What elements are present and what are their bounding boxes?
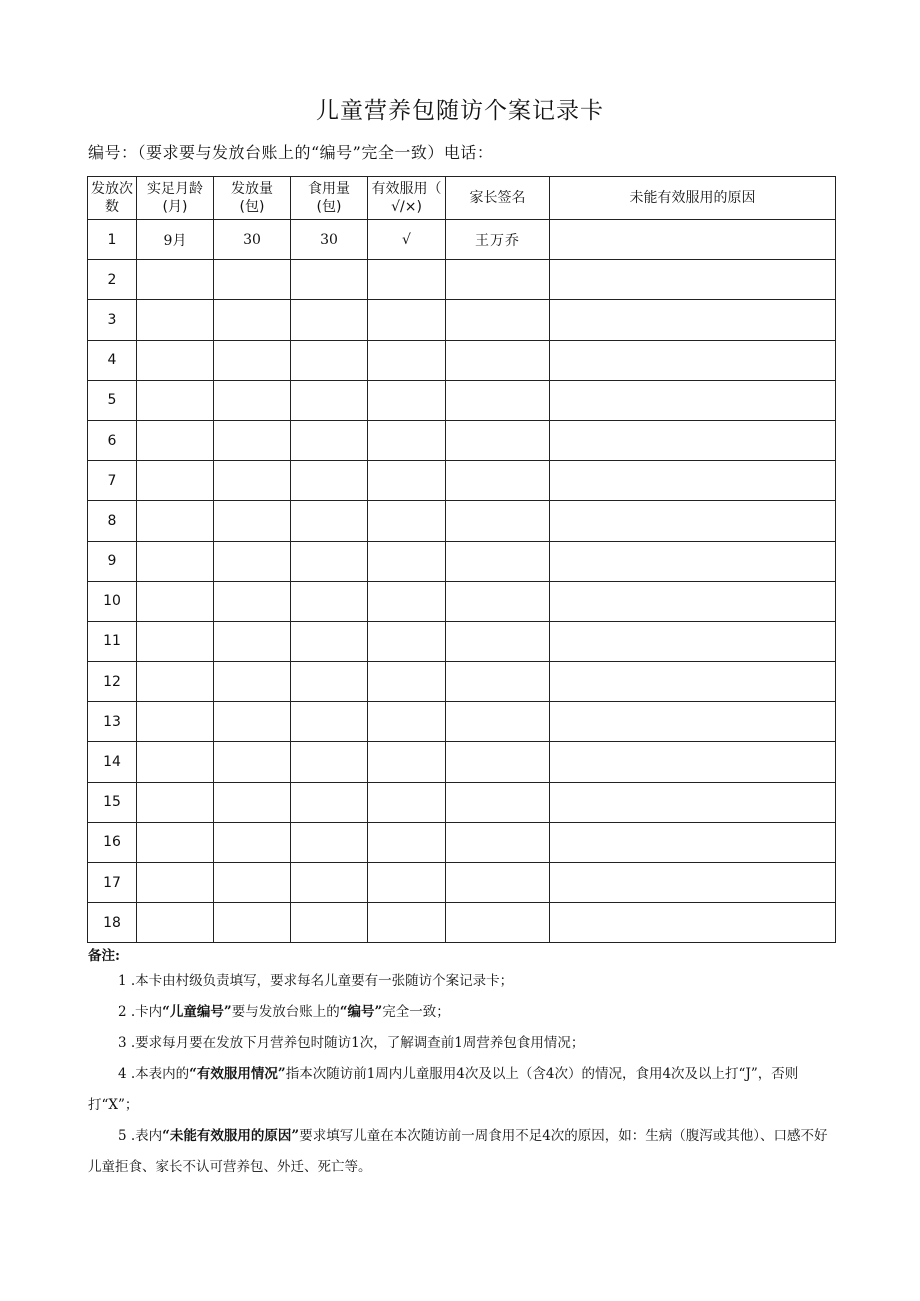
notes-heading: 备注:: [88, 948, 120, 964]
table-cell: [368, 822, 446, 862]
table-row: [88, 702, 836, 742]
table-cell: [550, 340, 836, 380]
table-cell: [291, 742, 368, 782]
visit-number-cell: 3: [88, 300, 137, 340]
table-cell: [291, 621, 368, 661]
table-row: [88, 340, 836, 380]
signature-cell: [446, 340, 550, 380]
table-cell: [137, 380, 214, 420]
table-cell: [550, 742, 836, 782]
visit-number-cell: 8: [88, 501, 137, 541]
column-header: [88, 177, 137, 220]
note-emphasis: “儿童编号”: [162, 1004, 232, 1020]
table-row: [88, 863, 836, 903]
table-row: [88, 220, 836, 260]
visit-number-cell: 4: [88, 340, 137, 380]
table-cell: [137, 782, 214, 822]
table-cell: [214, 903, 291, 943]
table-cell: [137, 420, 214, 460]
note-item: [88, 1121, 836, 1183]
column-header-line: 未能有效服用的原因: [629, 190, 756, 206]
signature-cell: [446, 742, 550, 782]
table-cell: [368, 501, 446, 541]
table-cell: [368, 581, 446, 621]
id-phone-line: 编号：（要求要与发放台账上的“编号”完全一致）电话：: [88, 143, 494, 162]
signature-cell: [446, 420, 550, 460]
table-cell: [291, 260, 368, 300]
signature-cell: [446, 501, 550, 541]
signature-cell: [446, 461, 550, 501]
table-cell: [368, 340, 446, 380]
signature-cell: [446, 380, 550, 420]
signature-cell: [446, 782, 550, 822]
table-cell: [291, 702, 368, 742]
table-cell: [137, 621, 214, 661]
column-header-line: √/×): [391, 199, 422, 215]
visit-number-cell: 12: [88, 662, 137, 702]
column-header-line: (包): [316, 199, 342, 215]
table-cell: [550, 782, 836, 822]
table-cell: [214, 420, 291, 460]
column-header-line: 数: [105, 199, 119, 215]
column-header-line: (月): [162, 199, 188, 215]
table-cell: 30: [291, 220, 368, 260]
column-header-line: (包): [239, 199, 265, 215]
visit-number-cell: 2: [88, 260, 137, 300]
column-header-line: 实足月龄: [147, 181, 203, 197]
column-header-line: 发放量: [231, 181, 273, 197]
note-item: [88, 997, 836, 1028]
column-header: [214, 177, 291, 220]
table-cell: [550, 300, 836, 340]
visit-number-cell: 9: [88, 541, 137, 581]
table-cell: [368, 461, 446, 501]
table-cell: [214, 621, 291, 661]
visit-number-cell: 6: [88, 420, 137, 460]
table-cell: [368, 380, 446, 420]
note-emphasis: “未能有效服用的原因”: [162, 1128, 300, 1144]
table-cell: [291, 300, 368, 340]
note-item: [88, 1059, 836, 1121]
table-row: [88, 581, 836, 621]
table-cell: [291, 662, 368, 702]
table-cell: √: [368, 220, 446, 260]
table-cell: [214, 541, 291, 581]
note-text: 2 .卡内: [118, 1004, 163, 1020]
table-row: [88, 541, 836, 581]
column-header-line: 食用量: [308, 181, 350, 197]
table-row: [88, 903, 836, 943]
table-cell: [291, 420, 368, 460]
table-cell: [368, 300, 446, 340]
header-row: [88, 177, 836, 220]
table-cell: [137, 501, 214, 541]
table-cell: [368, 903, 446, 943]
column-header-line: 发放次: [91, 181, 133, 197]
note-text: 5 .表内: [118, 1128, 163, 1144]
table-row: [88, 662, 836, 702]
column-header-line: 有效服用（: [371, 181, 442, 197]
table-cell: [550, 702, 836, 742]
column-header: [446, 177, 550, 220]
table-cell: [291, 822, 368, 862]
table-cell: [550, 541, 836, 581]
table-cell: [291, 581, 368, 621]
table-cell: [368, 420, 446, 460]
visit-number-cell: 10: [88, 581, 137, 621]
signature-cell: [446, 863, 550, 903]
table-cell: [214, 742, 291, 782]
note-text: 指本次随访前1周内儿童服用4次及以上（含4次）的情况，食用4次及以上打“J”，否则打“X”；: [88, 1066, 799, 1113]
note-text: 3 .要求每月要在发放下月营养包时随访1次，了解调查前1周营养包食用情况；: [118, 1035, 585, 1051]
signature-cell: [446, 621, 550, 661]
table-row: [88, 822, 836, 862]
note-text: 完全一致；: [382, 1004, 450, 1020]
visit-number-cell: 18: [88, 903, 137, 943]
column-header-line: 家长签名: [469, 190, 526, 206]
table-cell: [368, 863, 446, 903]
column-header: [291, 177, 368, 220]
table-cell: [550, 260, 836, 300]
table-cell: [137, 340, 214, 380]
signature-cell: [446, 903, 550, 943]
table-cell: [550, 501, 836, 541]
table-cell: [368, 260, 446, 300]
table-cell: [291, 541, 368, 581]
signature-cell: [446, 581, 550, 621]
table-cell: [214, 581, 291, 621]
table-row: [88, 742, 836, 782]
table-cell: [550, 662, 836, 702]
table-cell: [214, 260, 291, 300]
table-cell: [137, 662, 214, 702]
table-cell: [137, 903, 214, 943]
table-cell: [137, 742, 214, 782]
signature-cell: [446, 260, 550, 300]
visit-number-cell: 17: [88, 863, 137, 903]
table-cell: [550, 903, 836, 943]
signature-cell: [446, 662, 550, 702]
table-cell: [291, 863, 368, 903]
table-cell: [214, 380, 291, 420]
note-text: 要求填写儿童在本次随访前一周食用不足4次的原因，如：生病（腹泻或其他）、口感不好儿童拒食、家长不认可营养包、外迁、死亡等。: [88, 1128, 828, 1175]
table-cell: [550, 380, 836, 420]
note-text: 要与发放台账上的: [231, 1004, 340, 1020]
table-cell: [291, 782, 368, 822]
visit-number-cell: 1: [88, 220, 137, 260]
signature-cell: [446, 300, 550, 340]
visit-number-cell: 7: [88, 461, 137, 501]
signature-cell: [446, 822, 550, 862]
table-cell: [214, 702, 291, 742]
table-cell: [550, 621, 836, 661]
note-emphasis: “有效服用情况”: [189, 1066, 286, 1082]
table-cell: [291, 501, 368, 541]
table-cell: [137, 541, 214, 581]
table-cell: [137, 300, 214, 340]
table-cell: [137, 822, 214, 862]
table-cell: [291, 340, 368, 380]
table-row: [88, 260, 836, 300]
visit-number-cell: 13: [88, 702, 137, 742]
table-cell: [550, 581, 836, 621]
visit-number-cell: 11: [88, 621, 137, 661]
record-table: [87, 176, 836, 943]
table-cell: [137, 702, 214, 742]
table-cell: [368, 662, 446, 702]
table-row: [88, 782, 836, 822]
table-cell: [137, 863, 214, 903]
table-cell: [291, 380, 368, 420]
table-cell: [214, 501, 291, 541]
visit-number-cell: 14: [88, 742, 137, 782]
notes-section: [88, 946, 836, 1183]
table-cell: [214, 863, 291, 903]
table-cell: [368, 541, 446, 581]
table-cell: [368, 782, 446, 822]
visit-number-cell: 16: [88, 822, 137, 862]
visit-number-cell: 5: [88, 380, 137, 420]
table-cell: [137, 260, 214, 300]
table-cell: [368, 621, 446, 661]
table-cell: [214, 461, 291, 501]
visit-number-cell: 15: [88, 782, 137, 822]
table-row: [88, 501, 836, 541]
table-cell: [214, 822, 291, 862]
table-cell: [550, 461, 836, 501]
column-header: [550, 177, 836, 220]
column-header: [137, 177, 214, 220]
table-cell: 30: [214, 220, 291, 260]
table-cell: [137, 461, 214, 501]
signature-cell: [446, 702, 550, 742]
table-cell: [214, 782, 291, 822]
column-header: [368, 177, 446, 220]
table-cell: [214, 340, 291, 380]
table-row: [88, 621, 836, 661]
table-cell: [214, 300, 291, 340]
table-cell: [137, 581, 214, 621]
signature-cell: [446, 541, 550, 581]
table-cell: [368, 742, 446, 782]
signature-cell: 王万乔: [446, 220, 550, 260]
table-row: [88, 461, 836, 501]
note-item: [88, 1028, 836, 1059]
note-item: [88, 966, 836, 997]
notes-list: [88, 966, 836, 1183]
table-cell: [550, 863, 836, 903]
table-row: [88, 420, 836, 460]
table-cell: [368, 702, 446, 742]
note-text: 1 .本卡由村级负责填写，要求每名儿童要有一张随访个案记录卡；: [118, 973, 514, 989]
table-cell: 9月: [137, 220, 214, 260]
note-text: 4 .本表内的: [118, 1066, 190, 1082]
table-row: [88, 380, 836, 420]
table-cell: [291, 461, 368, 501]
table-cell: [550, 822, 836, 862]
table-row: [88, 300, 836, 340]
table-cell: [550, 420, 836, 460]
table-cell: [550, 220, 836, 260]
table-cell: [291, 903, 368, 943]
table-body: [88, 220, 836, 943]
note-emphasis: “编号”: [339, 1004, 383, 1020]
table-cell: [214, 662, 291, 702]
page-title: 儿童营养包随访个案记录卡: [316, 98, 604, 124]
